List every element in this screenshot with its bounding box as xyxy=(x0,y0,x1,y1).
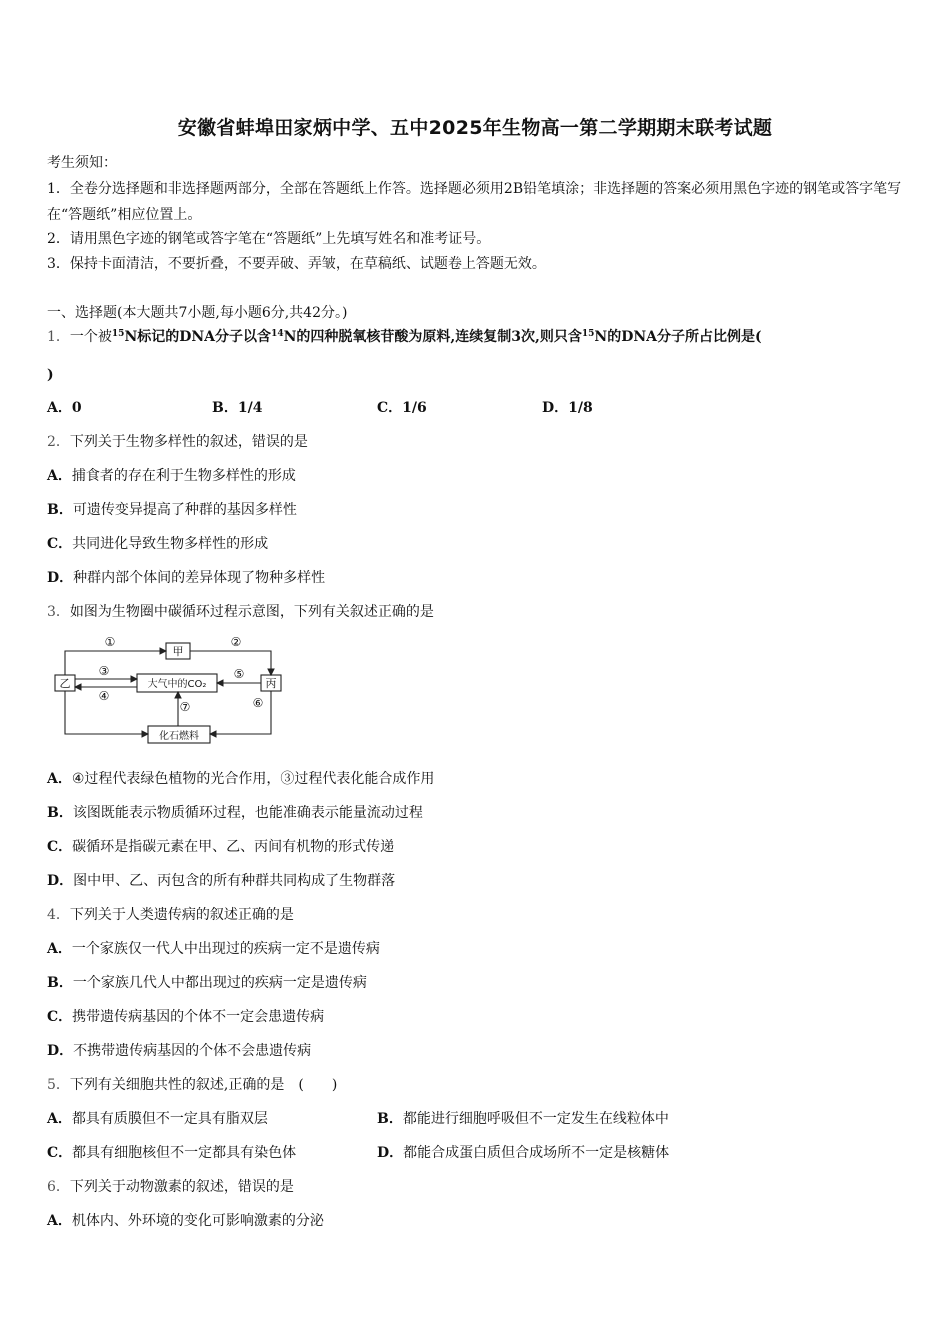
question-1-close: ) xyxy=(47,367,54,383)
option-a[interactable]: A．都具有质膜但不一定具有脂双层 xyxy=(47,1111,268,1127)
option-c[interactable]: C．共同进化导致生物多样性的形成 xyxy=(47,536,269,552)
notice-item-3: 3．保持卡面清洁，不要折叠，不要弄破、弄皱，在草稿纸、试题卷上答题无效。 xyxy=(47,256,546,272)
arrow-1 xyxy=(65,651,166,675)
carbon-cycle-diagram xyxy=(50,633,290,749)
section-heading: 一、选择题(本大题共7小题,每小题6分,共42分。) xyxy=(47,305,348,321)
label-bing: 丙 xyxy=(265,677,277,690)
option-a[interactable]: A．捕食者的存在利于生物多样性的形成 xyxy=(47,468,296,484)
label-1: ① xyxy=(104,635,116,649)
option-d[interactable]: D．图中甲、乙、丙包含的所有种群共同构成了生物群落 xyxy=(47,873,396,889)
arrow-2 xyxy=(190,651,271,675)
option-b[interactable]: B．1/4 xyxy=(212,400,263,416)
question-5-stem: 5．下列有关细胞共性的叙述,正确的是 ( ) xyxy=(47,1077,338,1093)
label-yi: 乙 xyxy=(59,677,71,690)
option-b[interactable]: B．都能进行细胞呼吸但不一定发生在线粒体中 xyxy=(377,1111,669,1127)
question-number: 1． xyxy=(47,329,70,345)
option-d[interactable]: D．种群内部个体间的差异体现了物种多样性 xyxy=(47,570,326,586)
option-b[interactable]: B．该图既能表示物质循环过程，也能准确表示能量流动过程 xyxy=(47,805,423,821)
option-b[interactable]: B．可遗传变异提高了种群的基因多样性 xyxy=(47,502,297,518)
label-2: ② xyxy=(230,635,242,649)
option-a[interactable]: A．机体内、外环境的变化可影响激素的分泌 xyxy=(47,1213,324,1229)
option-c[interactable]: C．都具有细胞核但不一定都具有染色体 xyxy=(47,1145,297,1161)
notice-heading: 考生须知： xyxy=(47,155,117,171)
option-d[interactable]: D．不携带遗传病基因的个体不会患遗传病 xyxy=(47,1043,312,1059)
label-jia: 甲 xyxy=(172,645,184,658)
label-fossil: 化石燃料 xyxy=(159,731,199,742)
option-a[interactable]: A．一个家族仅一代人中出现过的疾病一定不是遗传病 xyxy=(47,941,380,957)
label-7: ⑦ xyxy=(179,700,191,714)
notice-item-1: 1．全卷分选择题和非选择题两部分，全部在答题纸上作答。选择题必须用2B铅笔填涂；非选择题的答案必须用黑色字迹的钢笔或答字笔写在“答题纸”相应位置上。 xyxy=(47,181,902,223)
option-c[interactable]: C．1/6 xyxy=(377,400,427,416)
question-6-stem: 6．下列关于动物激素的叙述，错误的是 xyxy=(47,1179,294,1195)
option-a[interactable]: A．0 xyxy=(47,400,82,416)
option-c[interactable]: C．碳循环是指碳元素在甲、乙、丙间有机物的形式传递 xyxy=(47,839,395,855)
label-6: ⑥ xyxy=(252,696,264,710)
label-5: ⑤ xyxy=(233,667,245,681)
label-4: ④ xyxy=(98,689,110,703)
notice-item-2: 2．请用黑色字迹的钢笔或答字笔在“答题纸”上先填写姓名和准考证号。 xyxy=(47,231,491,247)
label-co2: 大气中的CO₂ xyxy=(147,679,207,690)
option-d[interactable]: D．1/8 xyxy=(542,400,593,416)
option-d[interactable]: D．都能合成蛋白质但合成场所不一定是核糖体 xyxy=(377,1145,670,1161)
question-2-stem: 2．下列关于生物多样性的叙述，错误的是 xyxy=(47,434,308,450)
option-c[interactable]: C．携带遗传病基因的个体不一定会患遗传病 xyxy=(47,1009,325,1025)
option-a[interactable]: A．④过程代表绿色植物的光合作用，③过程代表化能合成作用 xyxy=(47,771,435,787)
page-title: 安徽省蚌埠田家炳中学、五中2025年生物高一第二学期期末联考试题 xyxy=(177,117,773,139)
option-b[interactable]: B．一个家族几代人中都出现过的疾病一定是遗传病 xyxy=(47,975,367,991)
label-3: ③ xyxy=(98,664,110,678)
question-4-stem: 4．下列关于人类遗传病的叙述正确的是 xyxy=(47,907,294,923)
question-1-stem: 1．一个被$^{15}$N标记的DNA分子以含$^{14}$N的四种脱氧核苷酸为原料,连续复制3次,则只含$^{15}$N的DNA分子所占比例是( xyxy=(47,329,762,345)
question-3-stem: 3．如图为生物圈中碳循环过程示意图，下列有关叙述正确的是 xyxy=(47,604,434,620)
